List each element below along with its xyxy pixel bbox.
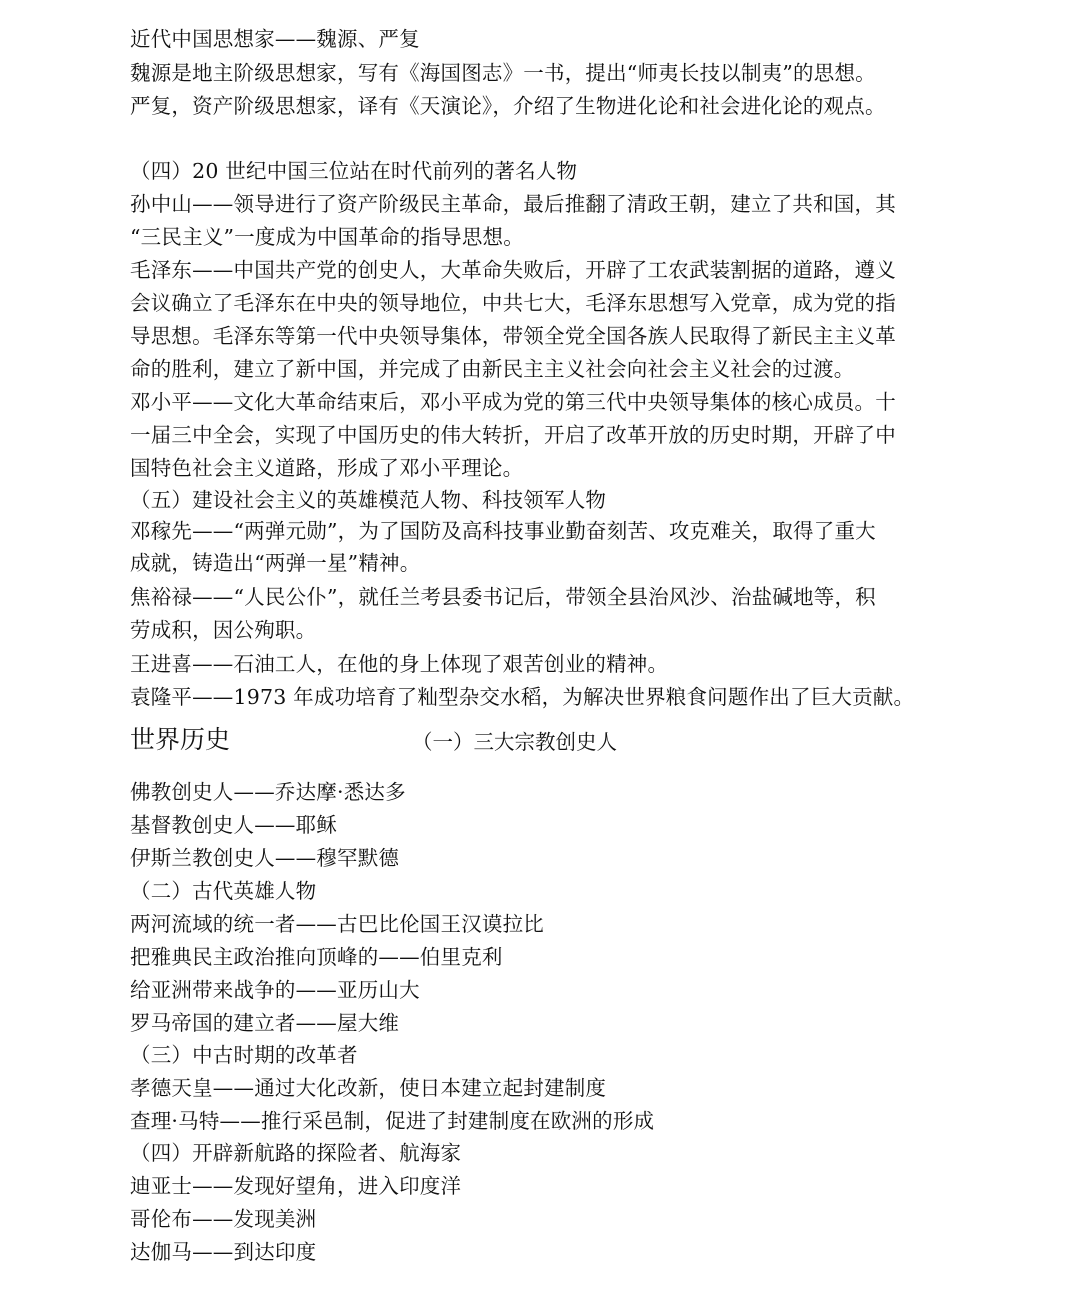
text-line: 邓稼先——“两弹元勋”，为了国防及高科技事业勤奋刻苦、攻克难关，取得了重大 — [130, 519, 876, 543]
text-line: 会议确立了毛泽东在中央的领导地位，中共七大，毛泽东思想写入党章，成为党的指 — [130, 291, 896, 315]
list-item: 基督教创史人——耶稣 — [130, 813, 337, 837]
list-item: 哥伦布——发现美洲 — [130, 1207, 317, 1231]
section-title: （三）中古时期的改革者 — [130, 1043, 358, 1067]
list-item: 两河流域的统一者——古巴比伦国王汉谟拉比 — [130, 912, 544, 936]
list-item: 达伽马——到达印度 — [130, 1240, 317, 1264]
list-item: 罗马帝国的建立者——屋大维 — [130, 1011, 400, 1035]
list-item: 把雅典民主政治推向顶峰的——伯里克利 — [130, 945, 503, 969]
text-line: 成就，铸造出“两弹一星”精神。 — [130, 551, 421, 575]
section-title: （二）古代英雄人物 — [130, 879, 317, 903]
list-item: 伊斯兰教创史人——穆罕默德 — [130, 846, 400, 870]
text-line: 焦裕禄——“人民公仆”，就任兰考县委书记后，带领全县治风沙、治盐碱地等，积 — [130, 585, 876, 609]
list-item: 佛教创史人——乔达摩·悉达多 — [130, 780, 406, 804]
text-line: 袁隆平——1973 年成功培育了籼型杂交水稻，为解决世界粮食问题作出了巨大贡献。 — [130, 685, 915, 709]
list-item: 查理·马特——推行采邑制，促进了封建制度在欧洲的形成 — [130, 1109, 655, 1133]
text-line: 王进喜——石油工人，在他的身上体现了艰苦创业的精神。 — [130, 652, 669, 676]
section-title: （一）三大宗教创史人 — [412, 730, 617, 754]
text-line: 毛泽东——中国共产党的创史人，大革命失败后，开辟了工农武装割据的道路，遵义 — [130, 258, 896, 282]
world-history-heading: 世界历史 — [130, 725, 231, 754]
text-line: 孙中山——领导进行了资产阶级民主革命，最后推翻了清政王朝，建立了共和国，其 — [130, 192, 896, 216]
section-title: 近代中国思想家——魏源、严复 — [130, 27, 420, 51]
list-item: 给亚洲带来战争的——亚历山大 — [130, 978, 420, 1002]
text-line: “三民主义”一度成为中国革命的指导思想。 — [130, 225, 524, 249]
text-line: 命的胜利，建立了新中国，并完成了由新民主主义社会向社会主义社会的过渡。 — [130, 357, 855, 381]
list-item: 孝德天皇——通过大化改新，使日本建立起封建制度 — [130, 1076, 607, 1100]
text-line: 一届三中全会，实现了中国历史的伟大转折，开启了改革开放的历史时期，开辟了中 — [130, 423, 896, 447]
section-title: （四）开辟新航路的探险者、航海家 — [130, 1141, 462, 1165]
list-item: 迪亚士——发现好望角，进入印度洋 — [130, 1174, 462, 1198]
text-line: 劳成积，因公殉职。 — [130, 618, 317, 642]
text-line: 导思想。毛泽东等第一代中央领导集体，带领全党全国各族人民取得了新民主主义革 — [130, 324, 896, 348]
section-title: （五）建设社会主义的英雄模范人物、科技领军人物 — [130, 488, 607, 512]
text-line: 严复，资产阶级思想家，译有《天演论》，介绍了生物进化论和社会进化论的观点。 — [130, 94, 886, 118]
text-line: 魏源是地主阶级思想家，写有《海国图志》一书，提出“师夷长技以制夷”的思想。 — [130, 61, 876, 85]
text-line: 国特色社会主义道路，形成了邓小平理论。 — [130, 456, 524, 480]
section-title: （四）20 世纪中国三位站在时代前列的著名人物 — [130, 159, 578, 183]
text-line: 邓小平——文化大革命结束后，邓小平成为党的第三代中央领导集体的核心成员。十 — [130, 390, 896, 414]
